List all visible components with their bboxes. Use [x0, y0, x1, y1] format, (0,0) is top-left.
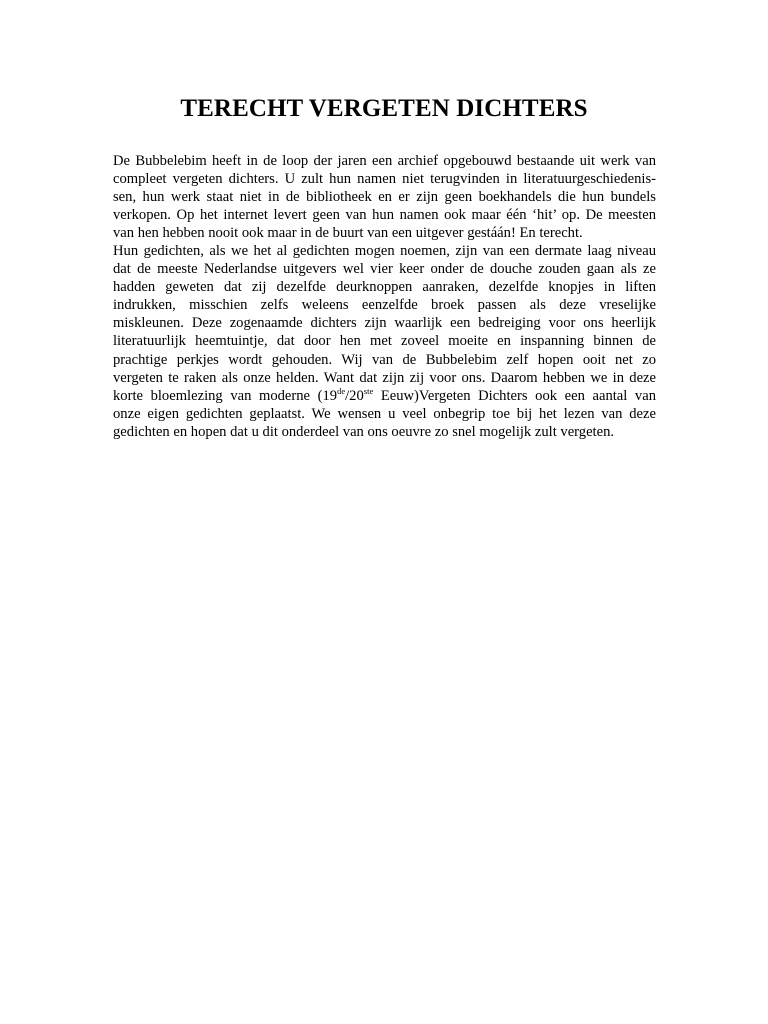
text-line: literatuurlijk heemtuintje, dat door hen met zoveel moeite en inspanning binnen de [113, 333, 656, 350]
text-line: compleet vergeten dichters. U zult hun namen niet terugvinden in literatuurgeschiedenis- [113, 171, 656, 188]
text-line: indrukken, misschien zelfs weleens eenzelfde broek passen als deze vreselijke [113, 297, 656, 314]
text-line: sen, hun werk staat niet in de bibliotheek en er zijn geen boekhandels die hun bundels [113, 189, 656, 206]
text-line: verkopen. Op het internet levert geen van hun namen ook maar één ‘hit’ op. De meesten [113, 207, 656, 224]
superscript-ste: ste [363, 385, 374, 396]
text-line: hadden geweten dat zij dezelfde deurknoppen aanraken, dezelfde knopjes in liften [113, 279, 656, 296]
century-middle: /20 [345, 387, 364, 404]
text-line: prachtige perkjes wordt gehouden. Wij van de Bubbelebim zelf hopen ooit net zo [113, 351, 656, 368]
text-line: De Bubbelebim heeft in de loop der jaren een archief opgebouwd bestaande uit werk van [113, 153, 656, 169]
text-line: gedichten en hopen dat u dit onderdeel van ons oeuvre zo snel mogelijk zult vergeten. [113, 423, 615, 440]
text-line: onze eigen gedichten geplaatst. We wensen u veel onbegrip toe bij het lezen van deze [113, 405, 656, 422]
text-line: dat de meeste Nederlandse uitgevers wel vier keer onder de douche zouden gaan als ze [113, 261, 656, 278]
century-suffix: Eeuw)Vergeten Dichters ook een aantal van [373, 387, 656, 404]
document-body [113, 152, 656, 441]
superscript-de: de [337, 385, 346, 396]
century-prefix: korte bloemlezing van moderne (19 [113, 387, 338, 404]
text-line: van hen hebben nooit ook maar in de buurt van een uitgever gestáán! En terecht. [113, 225, 583, 242]
text-line: Hun gedichten, als we het al gedichten mogen noemen, zijn van een dermate laag niveau [113, 243, 656, 260]
text-line: miskleunen. Deze zogenaamde dichters zijn waarlijk een bedreiging voor ons heerlijk [113, 315, 656, 332]
document-title: TERECHT VERGETEN DICHTERS [180, 95, 588, 122]
text-line-century [113, 387, 656, 405]
text-line: vergeten te raken als onze helden. Want dat zijn zij voor ons. Daarom hebben we in deze [113, 369, 656, 386]
